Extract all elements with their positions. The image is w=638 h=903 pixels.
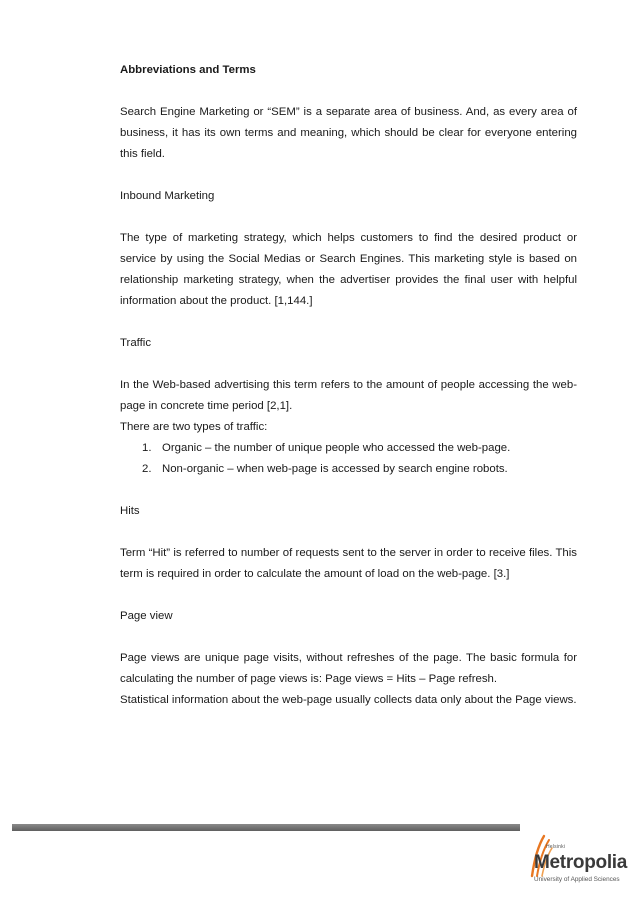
term-heading-traffic: Traffic (120, 337, 152, 349)
page-title: Abbreviations and Terms (120, 64, 256, 76)
footer-bar (12, 824, 520, 831)
term-definition-traffic: In the Web-based advertising this term refers to the amount of people accessing the web-page in concrete time period [2,1]. (120, 379, 577, 412)
list-item-text: Non-organic – when web-page is accessed by search engine robots. (162, 463, 508, 475)
page-view-note: Statistical information about the web-page usually collects data only about the Page views. (120, 694, 577, 706)
list-item (120, 459, 577, 480)
logo-subtitle: University of Applied Sciences (534, 876, 620, 883)
list-item (120, 438, 577, 459)
list-number: 2. (142, 463, 152, 475)
document-body (120, 60, 577, 711)
logo-name: Metropolia (534, 852, 628, 873)
metropolia-logo (520, 830, 630, 892)
term-heading-hits: Hits (120, 505, 140, 517)
term-definition-hits: Term “Hit” is referred to number of requests sent to the server in order to receive files. This term is required in order to calculate the amount of load on the web-page. [3.] (120, 547, 577, 580)
intro-paragraph: Search Engine Marketing or “SEM” is a separate area of business. And, as every area of business, it has its own terms and meaning, which should be clear for everyone entering this field. (120, 106, 577, 160)
list-number: 1. (142, 442, 152, 454)
list-item-text: Organic – the number of unique people who accessed the web-page. (162, 442, 511, 454)
term-definition-page-view: Page views are unique page visits, without refreshes of the page. The basic formula for calculating the number of page views is: Page views = Hits – Page refresh. (120, 652, 577, 685)
term-heading-page-view: Page view (120, 610, 173, 622)
traffic-types-list (120, 438, 577, 480)
term-heading-inbound-marketing: Inbound Marketing (120, 190, 215, 202)
logo-city-text: Helsinki (546, 844, 566, 850)
term-definition-inbound-marketing: The type of marketing strategy, which helps customers to find the desired product or service by using the Social Medias or Search Engines. This marketing style is based on relationship marketing strategy, when the advertiser provides the final user with helpful information about the product. [1,144.] (120, 232, 577, 307)
traffic-types-intro: There are two types of traffic: (120, 421, 268, 433)
